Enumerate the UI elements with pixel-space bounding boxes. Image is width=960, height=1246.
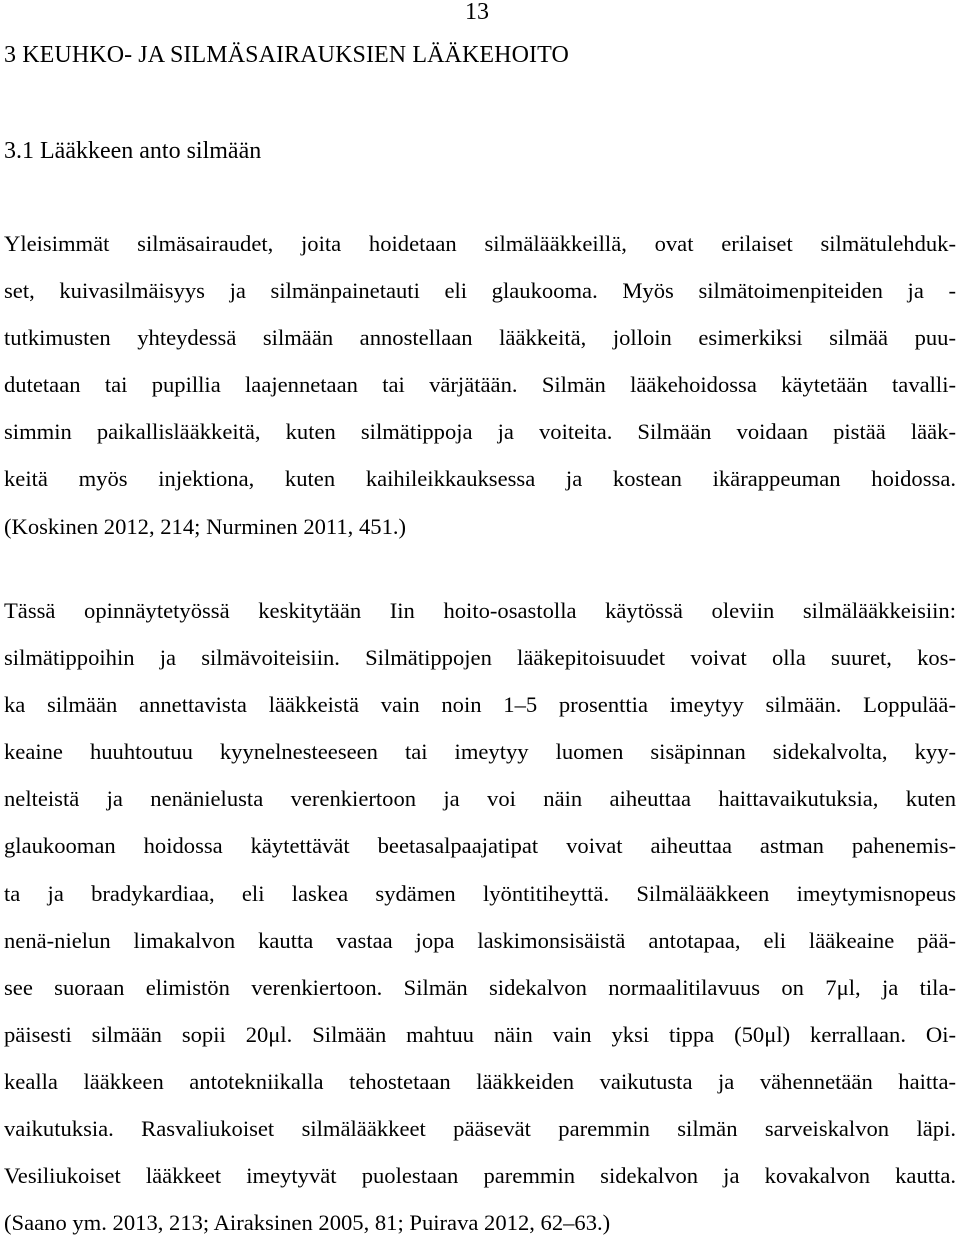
paragraph-line: see suoraan elimistön verenkiertoon. Silmän sidekalvon normaalitilavuus on 7μl, ja tila- [4,974,956,1000]
paragraph-2 [4,587,956,1246]
paragraph-line: nelteistä ja nenänielusta verenkiertoon ja voi näin aiheuttaa haittavaikutuksia, kuten [4,786,956,812]
page-number: 13 [465,0,489,25]
paragraph-line: ta ja bradykardiaa, eli laskea sydämen lyöntitiheyttä. Silmälääkkeen imeytymisnopeus [4,880,956,906]
section-heading: 3.1 Lääkkeen anto silmään [4,138,262,164]
paragraph-line: glaukooman hoidossa käytettävät beetasalpaajatipat voivat aiheuttaa astman pahenemis- [4,833,956,859]
paragraph-line: ka silmään annettavista lääkkeistä vain noin 1–5 prosenttia imeytyy silmään. Loppulää- [4,692,956,718]
paragraph-1 [4,220,956,550]
paragraph-line: (Saano ym. 2013, 213; Airaksinen 2005, 81; Puirava 2012, 62–63.) [4,1210,611,1236]
paragraph-line: (Koskinen 2012, 214; Nurminen 2011, 451.) [4,513,407,539]
chapter-heading: 3 KEUHKO- JA SILMÄSAIRAUKSIEN LÄÄKEHOITO [4,42,569,68]
paragraph-line: silmätippoihin ja silmävoiteisiin. Silmätippojen lääkepitoisuudet voivat olla suuret, kos- [4,645,956,671]
paragraph-line: vaikutuksia. Rasvaliukoiset silmälääkkeet pääsevät paremmin silmän sarveiskalvon läpi. [4,1116,956,1142]
paragraph-line: simmin paikallislääkkeitä, kuten silmätippoja ja voiteita. Silmään voidaan pistää lääk- [4,419,956,445]
paragraph-line: set, kuivasilmäisyys ja silmänpainetauti eli glaukooma. Myös silmätoimenpiteiden ja - [4,278,956,304]
paragraph-line: päisesti silmään sopii 20μl. Silmään mahtuu näin vain yksi tippa (50μl) kerrallaan. Oi- [4,1021,956,1047]
paragraph-line: Yleisimmät silmäsairaudet, joita hoidetaan silmälääkkeillä, ovat erilaiset silmätulehduk- [4,231,956,256]
paragraph-line: tutkimusten yhteydessä silmään annostellaan lääkkeitä, jolloin esimerkiksi silmää puu- [4,325,956,351]
paragraph-line: Vesiliukoiset lääkkeet imeytyvät puolestaan paremmin sidekalvon ja kovakalvon kautta. [4,1163,956,1189]
paragraph-line: nenä-nielun limakalvon kautta vastaa jopa laskimonsisäistä antotapaa, eli lääkeaine pää- [4,927,956,953]
paragraph-line: keitä myös injektiona, kuten kaihileikkauksessa ja kostean ikärappeuman hoidossa. [4,466,956,492]
paragraph-line: Tässä opinnäytetyössä keskitytään Iin hoito-osastolla käytössä oleviin silmälääkkeisiin: [4,598,956,623]
paragraph-line: keaine huuhtoutuu kyynelnesteeseen tai imeytyy luomen sisäpinnan sidekalvolta, kyy- [4,739,956,765]
paragraph-line: kealla lääkkeen antotekniikalla tehostetaan lääkkeiden vaikutusta ja vähennetään haitta- [4,1068,956,1094]
paragraph-line: dutetaan tai pupillia laajennetaan tai värjätään. Silmän lääkehoidossa käytetään tavalli- [4,372,956,398]
